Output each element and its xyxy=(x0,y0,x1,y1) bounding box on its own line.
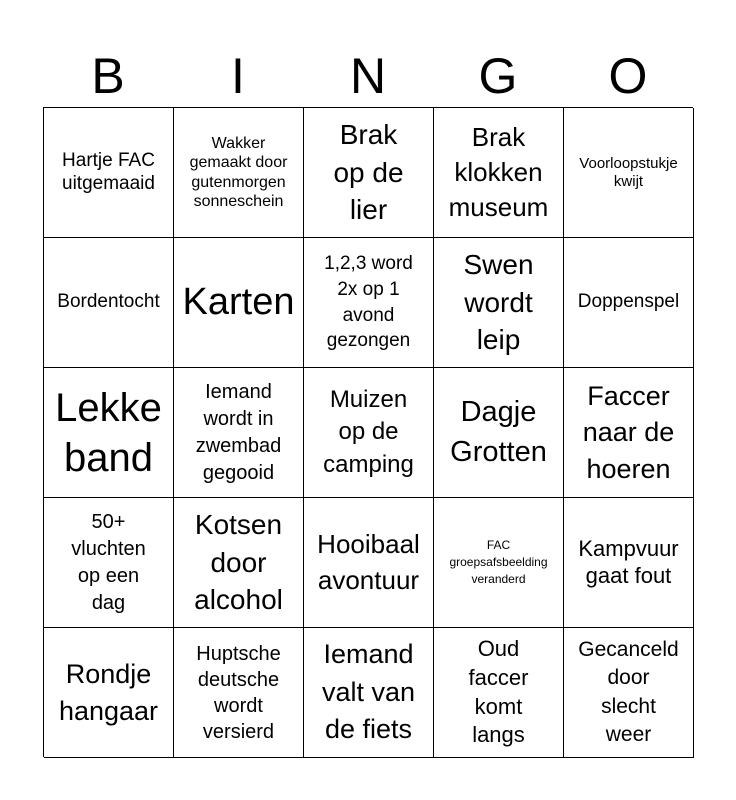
bingo-cell-r4c4[interactable] xyxy=(434,498,564,628)
cell-text: Karten xyxy=(182,280,295,323)
bingo-cell-r5c4[interactable] xyxy=(434,628,564,758)
bingo-cell-r2c2[interactable] xyxy=(174,238,304,368)
bingo-header xyxy=(43,44,693,108)
cell-text: FAC groepsafsbeelding veranderd xyxy=(449,538,548,586)
cell-text: Brak klokken museum xyxy=(448,121,549,223)
cell-text: Huptsche deutsche wordt versierd xyxy=(196,642,281,743)
bingo-cell-r1c3[interactable] xyxy=(304,108,434,238)
cell-text: Kampvuur gaat fout xyxy=(578,536,679,588)
cell-text: Wakker gemaakt door gutenmorgen sonneschein xyxy=(189,135,288,210)
header-letter-b: B xyxy=(91,48,125,104)
cell-text: Gecanceld door slecht weer xyxy=(578,637,679,746)
bingo-cell-r3c1[interactable] xyxy=(44,368,174,498)
cell-text: Dagje Grotten xyxy=(450,396,547,468)
bingo-cell-r1c4[interactable] xyxy=(434,108,564,238)
bingo-cell-r2c1[interactable] xyxy=(44,238,174,368)
header-letter-o: O xyxy=(608,48,648,104)
cell-text: Rondje hangaar xyxy=(58,659,159,726)
cell-text: Brak op de lier xyxy=(333,118,404,226)
cell-text: Voorloopstukje kwijt xyxy=(579,154,678,190)
cell-text: Hooibaal avontuur xyxy=(317,529,420,595)
bingo-cell-r4c1[interactable] xyxy=(44,498,174,628)
cell-text: Bordentocht xyxy=(57,291,160,313)
cell-text: Swen wordt leip xyxy=(463,248,534,356)
bingo-cell-r4c2[interactable] xyxy=(174,498,304,628)
header-letter-g: G xyxy=(478,48,518,104)
bingo-cell-r3c2[interactable] xyxy=(174,368,304,498)
cell-text: Kotsen door alcohol xyxy=(194,508,283,616)
bingo-cell-r5c1[interactable] xyxy=(44,628,174,758)
bingo-cell-r5c2[interactable] xyxy=(174,628,304,758)
bingo-cell-r4c3[interactable] xyxy=(304,498,434,628)
bingo-cell-r1c5[interactable] xyxy=(564,108,694,238)
bingo-cell-r5c3[interactable] xyxy=(304,628,434,758)
bingo-board xyxy=(43,107,693,757)
bingo-cell-r3c4[interactable] xyxy=(434,368,564,498)
cell-text: Faccer naar de hoeren xyxy=(582,380,675,484)
cell-text: 50+ vluchten op een dag xyxy=(71,510,146,614)
cell-text: Doppenspel xyxy=(577,291,680,313)
cell-text: Iemand valt van de fiets xyxy=(321,638,416,745)
bingo-cell-r3c3[interactable] xyxy=(304,368,434,498)
bingo-cell-r1c2[interactable] xyxy=(174,108,304,238)
bingo-cell-r4c5[interactable] xyxy=(564,498,694,628)
bingo-cell-r2c5[interactable] xyxy=(564,238,694,368)
cell-text: Hartje FAC uitgemaaid xyxy=(62,149,155,194)
cell-text: Iemand wordt in zwembad gegooid xyxy=(195,380,282,484)
header-letter-i: I xyxy=(231,48,245,104)
bingo-cell-r2c4[interactable] xyxy=(434,238,564,368)
bingo-cell-r5c5[interactable] xyxy=(564,628,694,758)
cell-text: 1,2,3 word 2x op 1 avond gezongen xyxy=(324,253,413,352)
header-letter-n: N xyxy=(349,48,387,104)
bingo-cell-r2c3[interactable] xyxy=(304,238,434,368)
bingo-cell-r1c1[interactable] xyxy=(44,108,174,238)
cell-text: Muizen op de camping xyxy=(323,385,414,478)
cell-text: Oud faccer komt langs xyxy=(468,636,529,748)
bingo-cell-r3c5[interactable] xyxy=(564,368,694,498)
cell-text: Lekke band xyxy=(55,385,162,480)
